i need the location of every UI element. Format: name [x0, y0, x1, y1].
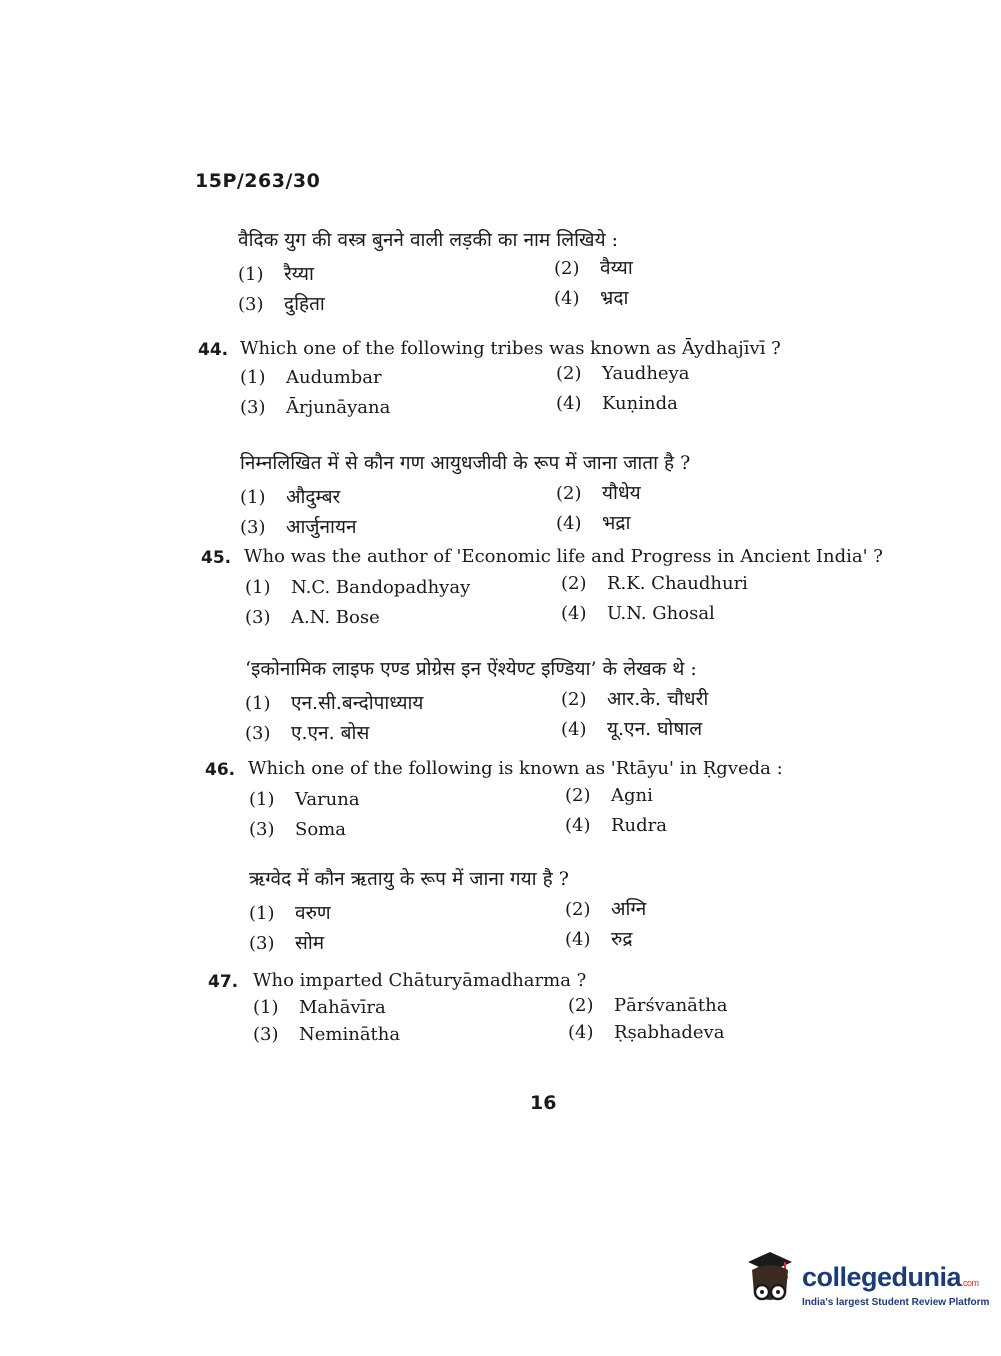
option-4: (4) रुद्र — [565, 928, 633, 950]
options-english — [249, 779, 1001, 841]
option-2: (2) Yaudheya — [556, 363, 690, 384]
option-2: (2) आर.के. चौधरी — [561, 688, 709, 710]
option-3: (3) Ārjunāyana — [240, 397, 391, 418]
option-4: (4) Ṛṣabhadeva — [568, 1022, 725, 1043]
question-number: 45. — [201, 548, 232, 568]
question-47 — [208, 970, 968, 1051]
brand-name: collegedunia.com — [802, 1262, 979, 1292]
option-4: (4) भद्रा — [556, 512, 631, 534]
option-1: (1) Mahāvīra — [253, 997, 386, 1018]
option-1: (1) रैय्या — [238, 263, 314, 285]
option-3: (3) सोम — [249, 932, 325, 954]
option-4: (4) Rudra — [565, 815, 668, 836]
question-stem-hindi: वैदिक युग की वस्त्र बुनने वाली लड़की का नाम लिखिये : — [238, 229, 619, 251]
option-1: (1) Varuna — [249, 789, 360, 810]
option-3: (3) A.N. Bose — [245, 607, 380, 628]
question-stem-hindi: निम्नलिखित में से कौन गण आयुधजीवी के रूप में जाना जाता है ? — [240, 452, 691, 474]
option-2: (2) यौधेय — [556, 482, 641, 504]
question-stem-hindi: ‘इकोनामिक लाइफ एण्ड प्रोग्रेस इन ऐंश्येण्ट इण्डिया’ के लेखक थे : — [245, 658, 697, 680]
option-1: (1) Audumbar — [240, 367, 382, 388]
option-4: (4) भ्रदा — [554, 287, 629, 309]
question-stem-english: Who was the author of 'Economic life and Progress in Ancient India' ? — [244, 546, 883, 567]
option-3: (3) दुहिता — [238, 293, 325, 315]
collegedunia-logo — [740, 1250, 990, 1320]
options-english — [253, 991, 1001, 1051]
question-stem-english: Which one of the following tribes was known as Āydhajīvī ? — [240, 338, 781, 359]
options-hindi — [238, 252, 938, 320]
option-4: (4) यू.एन. घोषाल — [561, 718, 703, 740]
options-hindi — [240, 475, 1000, 539]
page-number: 16 — [530, 1092, 557, 1114]
option-4: (4) U.N. Ghosal — [561, 603, 715, 624]
options-english — [245, 567, 1001, 631]
options-english — [240, 359, 1000, 423]
question-stem-hindi: ऋग्वेद में कौन ऋतायु के रूप में जाना गया है ? — [249, 868, 569, 890]
option-1: (1) N.C. Bandopadhyay — [245, 577, 471, 598]
mascot-icon — [740, 1250, 800, 1314]
option-3: (3) Soma — [249, 819, 346, 840]
paper-code: 15P/263/30 — [195, 170, 321, 192]
options-hindi — [249, 891, 1001, 955]
options-hindi — [245, 681, 1001, 745]
option-3: (3) Neminātha — [253, 1024, 401, 1045]
option-2: (2) Pārśvanātha — [568, 995, 728, 1016]
option-1: (1) वरुण — [249, 902, 331, 924]
option-3: (3) ए.एन. बोस — [245, 722, 370, 744]
question-stem-english: Who imparted Chāturyāmadharma ? — [253, 970, 587, 991]
option-2: (2) वैय्या — [554, 257, 633, 279]
option-2: (2) अग्नि — [565, 898, 647, 920]
question-number: 47. — [208, 972, 239, 992]
option-1: (1) एन.सी.बन्दोपाध्याय — [245, 692, 424, 714]
option-1: (1) औदुम्बर — [240, 486, 341, 508]
question-stem-english: Which one of the following is known as 'Rtāyu' in Ṛgveda : — [248, 758, 783, 779]
option-2: (2) R.K. Chaudhuri — [561, 573, 748, 594]
brand-tagline: India's largest Student Review Platform — [802, 1297, 990, 1308]
question-45 — [201, 546, 961, 745]
option-3: (3) आर्जुनायन — [240, 516, 357, 538]
option-2: (2) Agni — [565, 785, 653, 806]
question-44 — [198, 338, 958, 539]
question-43-hindi — [238, 226, 938, 320]
question-46 — [205, 758, 965, 955]
question-number: 46. — [205, 760, 236, 780]
option-4: (4) Kuṇinda — [556, 393, 678, 414]
question-number: 44. — [198, 340, 229, 360]
